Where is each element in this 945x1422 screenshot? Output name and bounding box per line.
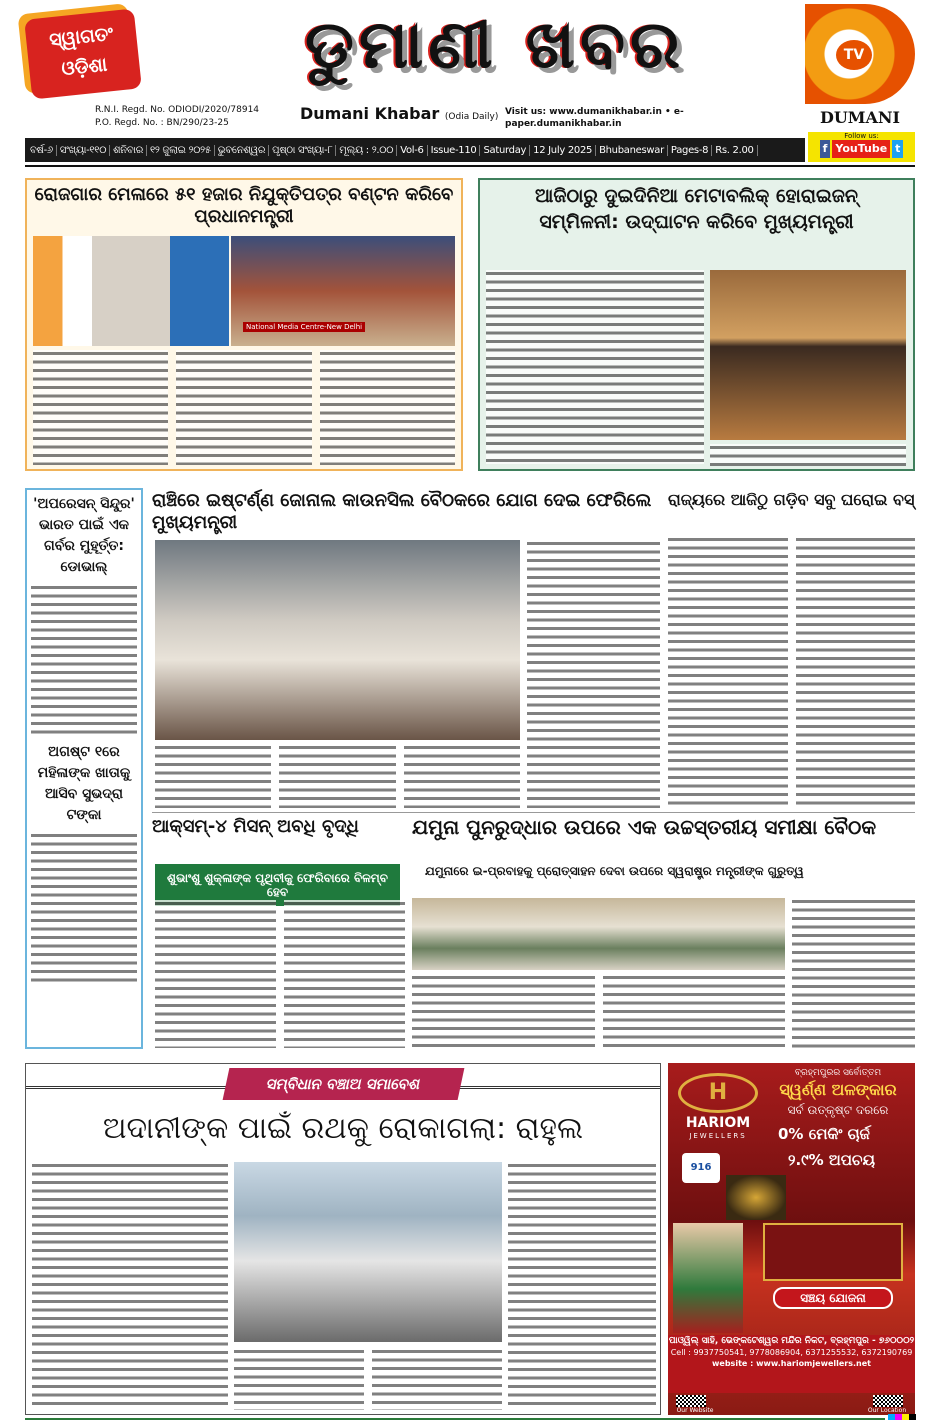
wastage-offer: ୨.୯% ଅପଚୟ <box>788 1151 875 1169</box>
photo-caption: National Media Centre-New Delhi <box>243 322 365 332</box>
hariom-jewellers-ad <box>668 1063 915 1415</box>
social-box <box>808 132 915 162</box>
info-item: ୧୨ ଜୁଲାଇ ୨୦୨୫ <box>147 145 215 156</box>
qr-label-website: Our Website <box>676 1407 714 1414</box>
info-item: ମୂଲ୍ୟ : ୨.୦୦ <box>336 145 397 156</box>
headline-private-bus: ରାଜ୍ୟରେ ଆଜିଠୁ ଗଡ଼ିବ ସବୁ ଘରୋଇ ବସ୍ <box>668 490 915 509</box>
headline-ranchi-council: ରାଞ୍ଚିରେ ଇଷ୍ଟର୍ଣ୍ଣ ଜୋନାଲ କାଉନସିଲ ବୈଠକରେ ଯୋଗ ଦେଇ ଫେରିଲେ ମୁଖ୍ୟମନ୍ତ୍ରୀ <box>152 490 652 533</box>
website-link[interactable]: Visit us: www.dumanikhabar.in • e-paper.dumanikhabar.in <box>505 107 684 129</box>
facebook-icon[interactable]: f <box>820 140 831 158</box>
ad-phone: Cell : 9937750541, 9778086904, 6371255532, 6372190769 <box>670 1348 913 1357</box>
headline-line1: ଆଜିଠାରୁ ଦୁଇଦିନିଆ ମେଟାବଲିକ୍ ହୋରାଇଜନ୍ <box>534 185 859 207</box>
po-number: P.O. Regd. No. : BN/290/23-25 <box>95 118 229 128</box>
story-rojgar-mela <box>25 178 463 471</box>
kicker-banner: ସମ୍ବିଧାନ ବଞ୍ଚାଅ ସମାବେଶ <box>223 1068 465 1100</box>
header-rule <box>25 165 915 167</box>
ad-line1: ବ୍ରହ୍ମପୁରର ସର୍ବୋତ୍ତମ <box>794 1068 882 1078</box>
brand-name: DUMANI <box>819 108 901 127</box>
english-name <box>300 104 498 123</box>
story-rahul <box>25 1063 661 1415</box>
bis-hallmark-icon: 916 <box>682 1153 720 1183</box>
story-metabolic-horizon <box>478 178 915 471</box>
cm-speech-photo <box>710 270 906 440</box>
info-item: ବର୍ଷ-୬ <box>27 145 57 156</box>
necklace-image <box>726 1175 786 1220</box>
info-bar <box>25 138 805 162</box>
footer-rule <box>25 1418 885 1420</box>
cm-press-photo <box>155 540 520 740</box>
pm-photo <box>33 236 229 346</box>
subhead-banner: ଶୁଭାଂଶୁ ଶୁକ୍ଳାଙ୍କ ପୃଥିବୀକୁ ଫେରିବାରେ ବିଳମ୍ବ ହେବ <box>155 864 400 906</box>
masthead-logo: ଡୁମାଣୀ ଖବର <box>305 6 685 83</box>
info-item: ଭୁବନେଶ୍ୱର <box>215 145 269 156</box>
model-image <box>673 1223 743 1333</box>
twitter-icon[interactable]: t <box>892 140 903 158</box>
english-subtitle: (Odia Daily) <box>444 112 499 122</box>
follow-label: Follow us: <box>844 132 879 140</box>
event-collage-photo <box>231 236 455 346</box>
ad-website[interactable]: website : www.hariomjewellers.net <box>712 1359 871 1368</box>
registration-info <box>95 104 259 130</box>
welcome-badge: ସ୍ୱାଗତଂ ଓଡ଼ିଶା <box>24 8 142 99</box>
tv-icon: TV <box>836 40 872 70</box>
color-registration-marks <box>888 1414 916 1420</box>
headline-line2: ସମ୍ମିଳନୀ: ଉଦ୍‌ଘାଟନ କରିବେ ମୁଖ୍ୟମନ୍ତ୍ରୀ <box>539 211 854 233</box>
brief-headline-doval: 'ଅପରେସନ୍ ସିନ୍ଦୁର' ଭାରତ ପାଇଁ ଏକ ଗର୍ବର ମୁହୂର୍ତ୍ତ: ଡୋଭାଲ୍ <box>33 496 135 575</box>
meeting-photo <box>412 898 785 970</box>
making-charge: 0% ମେକିଂ ଚାର୍ଜ <box>778 1125 870 1143</box>
info-item: Pages-8 <box>668 145 712 156</box>
headline-axiom4: ଆକ୍ସମ୍-୪ ମିସନ୍ ଅବଧି ବୃଦ୍ଧି <box>152 816 359 837</box>
ad-line2: ସ୍ୱର୍ଣ୍ଣ ଅଳଙ୍କାର <box>779 1080 897 1099</box>
headline-rahul: ଅଦାନୀଙ୍କ ପାଇଁ ରଥକୁ ରୋକାଗଲା: ରାହୁଲ <box>102 1111 584 1146</box>
hariom-logo-icon: H <box>678 1073 758 1113</box>
qr-label-location: Our Location <box>867 1407 907 1414</box>
info-item: 12 July 2025 <box>530 145 596 156</box>
headline-yamuna: ଯମୁନା ପୁନରୁଦ୍ଧାର ଉପରେ ଏକ ଉଚ୍ଚସ୍ତରୀୟ ସମୀକ୍ଷା ବୈଠକ <box>412 815 877 839</box>
rni-number: R.N.I. Regd. No. ODIODI/2020/78914 <box>95 105 260 115</box>
rally-photo <box>234 1162 502 1342</box>
info-item: ଶନିବାର <box>110 145 147 156</box>
info-item: Saturday <box>480 145 530 156</box>
ad-address: ପାଓ୍ୱିଲ୍ ସାହି, ଭେଙ୍କଟେଶ୍ୱର ମନ୍ଦିର ନିକଟ, ବ୍ରହ୍ମପୁର - ୭୬୦୦୦୨ <box>668 1336 915 1346</box>
brief-headline-subhadra: ଅଗଷ୍ଟ ୧ରେ ମହିଳାଙ୍କ ଖାତାକୁ ଆସିବ ସୁଭଦ୍ରା ଟଙ୍କା <box>37 744 131 823</box>
ad-brand-sub: JEWELLERS <box>689 1132 747 1140</box>
info-item: ପୃଷ୍ଠା ସଂଖ୍ୟା-୮ <box>269 145 336 156</box>
sidebar-briefs <box>25 488 143 1049</box>
info-item: Issue-110 <box>428 145 481 156</box>
savings-scheme: ସଞ୍ଚୟ ଯୋଜନା <box>773 1287 893 1309</box>
info-item: Rs. 2.00 <box>712 145 757 156</box>
ad-line3: ସର୍ବ ଉତ୍କୃଷ୍ଟ ଦରରେ <box>787 1103 889 1117</box>
trust-banner <box>763 1223 903 1281</box>
qr-code-location[interactable] <box>873 1395 903 1407</box>
english-title: Dumani Khabar <box>300 104 440 123</box>
ad-brand: HARIOM <box>685 1115 751 1131</box>
subhead-yamuna: ଯମୁନାରେ ଇ-ପ୍ରବାହକୁ ପ୍ରୋତ୍ସାହନ ଦେବା ଉପରେ ସ୍ୱରାଷ୍ଟ୍ର ମନ୍ତ୍ରୀଙ୍କ ଗୁରୁତ୍ୱ <box>425 864 804 878</box>
qr-code-website[interactable] <box>676 1395 706 1407</box>
youtube-icon[interactable]: YouTube <box>832 140 890 158</box>
divider <box>152 812 915 813</box>
headline: ରୋଜଗାର ମେଳାରେ ୫୧ ହଜାର ନିଯୁକ୍ତିପତ୍ର ବଣ୍ଟନ କରିବେ ପ୍ରଧାନମନ୍ତ୍ରୀ <box>34 184 454 227</box>
info-item: Bhubaneswar <box>596 145 668 156</box>
info-item: Vol-6 <box>397 145 427 156</box>
info-item: ସଂଖ୍ୟା-୧୧୦ <box>57 145 110 156</box>
